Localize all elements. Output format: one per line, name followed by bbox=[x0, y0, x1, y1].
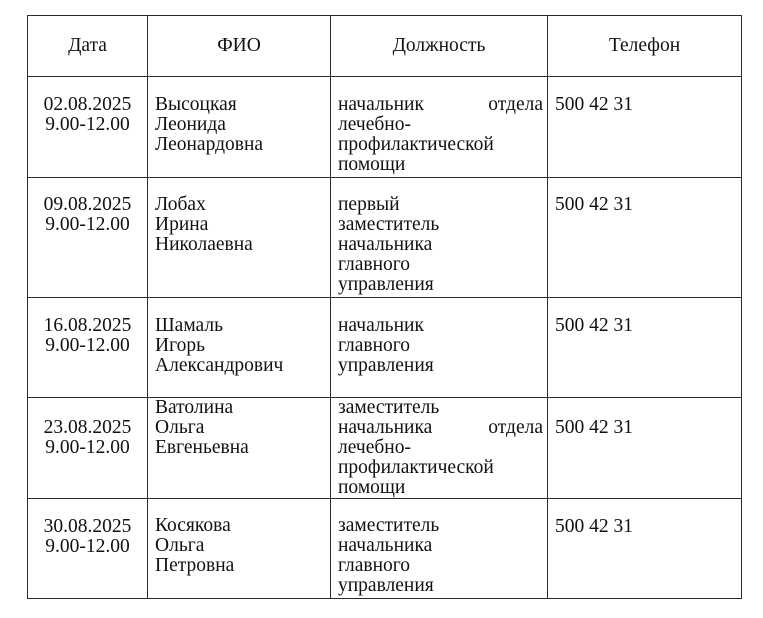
position-line: главного bbox=[338, 555, 411, 576]
time-text: 9.00-12.00 bbox=[45, 536, 130, 557]
position-cell bbox=[331, 178, 548, 298]
table-row bbox=[28, 77, 742, 178]
first-name: Леонида bbox=[155, 114, 226, 135]
phone-cell bbox=[548, 77, 742, 178]
position-cell bbox=[331, 298, 548, 398]
name-cell bbox=[148, 77, 331, 178]
reception-schedule-table bbox=[27, 15, 742, 599]
date-text: 30.08.2025 bbox=[43, 516, 132, 537]
position-line bbox=[338, 95, 543, 115]
table-row bbox=[28, 178, 742, 298]
first-name: Ольга bbox=[155, 417, 205, 438]
time-text: 9.00-12.00 bbox=[45, 437, 130, 458]
first-name: Ирина bbox=[155, 214, 209, 235]
position-cell bbox=[331, 77, 548, 178]
date-cell bbox=[28, 178, 148, 298]
position-word: начальник bbox=[338, 94, 424, 115]
date-cell bbox=[28, 298, 148, 398]
phone-cell bbox=[548, 398, 742, 499]
position-line: заместитель bbox=[338, 214, 440, 235]
position-line: главного bbox=[338, 335, 411, 356]
position-line: главного bbox=[338, 254, 411, 275]
position-line: управления bbox=[338, 274, 434, 295]
phone-number: 500 42 31 bbox=[555, 417, 633, 438]
date-cell bbox=[28, 499, 148, 599]
position-line: заместитель bbox=[338, 397, 440, 418]
position-line: помощи bbox=[338, 154, 406, 175]
patronymic: Александрович bbox=[155, 355, 284, 376]
surname: Лобах bbox=[155, 194, 206, 215]
phone-number: 500 42 31 bbox=[555, 315, 633, 336]
position-line: начальника bbox=[338, 234, 433, 255]
position-word: отдела bbox=[488, 417, 543, 438]
patronymic: Евгеньевна bbox=[155, 437, 249, 458]
table-row bbox=[28, 499, 742, 599]
position-line: лечебно- bbox=[338, 437, 411, 458]
surname: Ватолина bbox=[155, 397, 234, 418]
phone-cell bbox=[548, 178, 742, 298]
position-line: заместитель bbox=[338, 515, 440, 536]
date-text: 23.08.2025 bbox=[43, 417, 132, 438]
position-word: отдела bbox=[488, 94, 543, 115]
name-cell bbox=[148, 298, 331, 398]
position-cell bbox=[331, 499, 548, 599]
position-word: начальника bbox=[338, 417, 433, 438]
table-row bbox=[28, 398, 742, 499]
date-cell bbox=[28, 398, 148, 499]
position-line: первый bbox=[338, 194, 400, 215]
position-line: начальника bbox=[338, 535, 433, 556]
position-line: профилактической bbox=[338, 457, 494, 478]
header-date: Дата bbox=[28, 16, 148, 77]
phone-cell bbox=[548, 499, 742, 599]
name-cell bbox=[148, 398, 331, 499]
header-name: ФИО bbox=[148, 16, 331, 77]
position-line: лечебно- bbox=[338, 114, 411, 135]
time-text: 9.00-12.00 bbox=[45, 335, 130, 356]
header-position: Должность bbox=[331, 16, 548, 77]
time-text: 9.00-12.00 bbox=[45, 114, 130, 135]
date-text: 16.08.2025 bbox=[43, 315, 132, 336]
date-text: 02.08.2025 bbox=[43, 94, 132, 115]
header-phone: Телефон bbox=[548, 16, 742, 77]
surname: Высоцкая bbox=[155, 94, 237, 115]
first-name: Ольга bbox=[155, 535, 205, 556]
phone-number: 500 42 31 bbox=[555, 194, 633, 215]
phone-cell bbox=[548, 298, 742, 398]
position-line: начальник bbox=[338, 315, 424, 336]
position-line bbox=[338, 418, 543, 438]
phone-number: 500 42 31 bbox=[555, 94, 633, 115]
phone-number: 500 42 31 bbox=[555, 516, 633, 537]
date-cell bbox=[28, 77, 148, 178]
surname: Шамаль bbox=[155, 315, 223, 336]
date-text: 09.08.2025 bbox=[43, 194, 132, 215]
position-cell bbox=[331, 398, 548, 499]
position-line: профилактической bbox=[338, 134, 494, 155]
patronymic: Николаевна bbox=[155, 234, 253, 255]
patronymic: Петровна bbox=[155, 555, 235, 576]
time-text: 9.00-12.00 bbox=[45, 214, 130, 235]
first-name: Игорь bbox=[155, 335, 205, 356]
patronymic: Леонардовна bbox=[155, 134, 264, 155]
position-line: помощи bbox=[338, 477, 406, 498]
header-row bbox=[28, 16, 742, 77]
table-row bbox=[28, 298, 742, 398]
position-line: управления bbox=[338, 355, 434, 376]
surname: Косякова bbox=[155, 515, 231, 536]
name-cell bbox=[148, 499, 331, 599]
position-line: управления bbox=[338, 575, 434, 596]
name-cell bbox=[148, 178, 331, 298]
